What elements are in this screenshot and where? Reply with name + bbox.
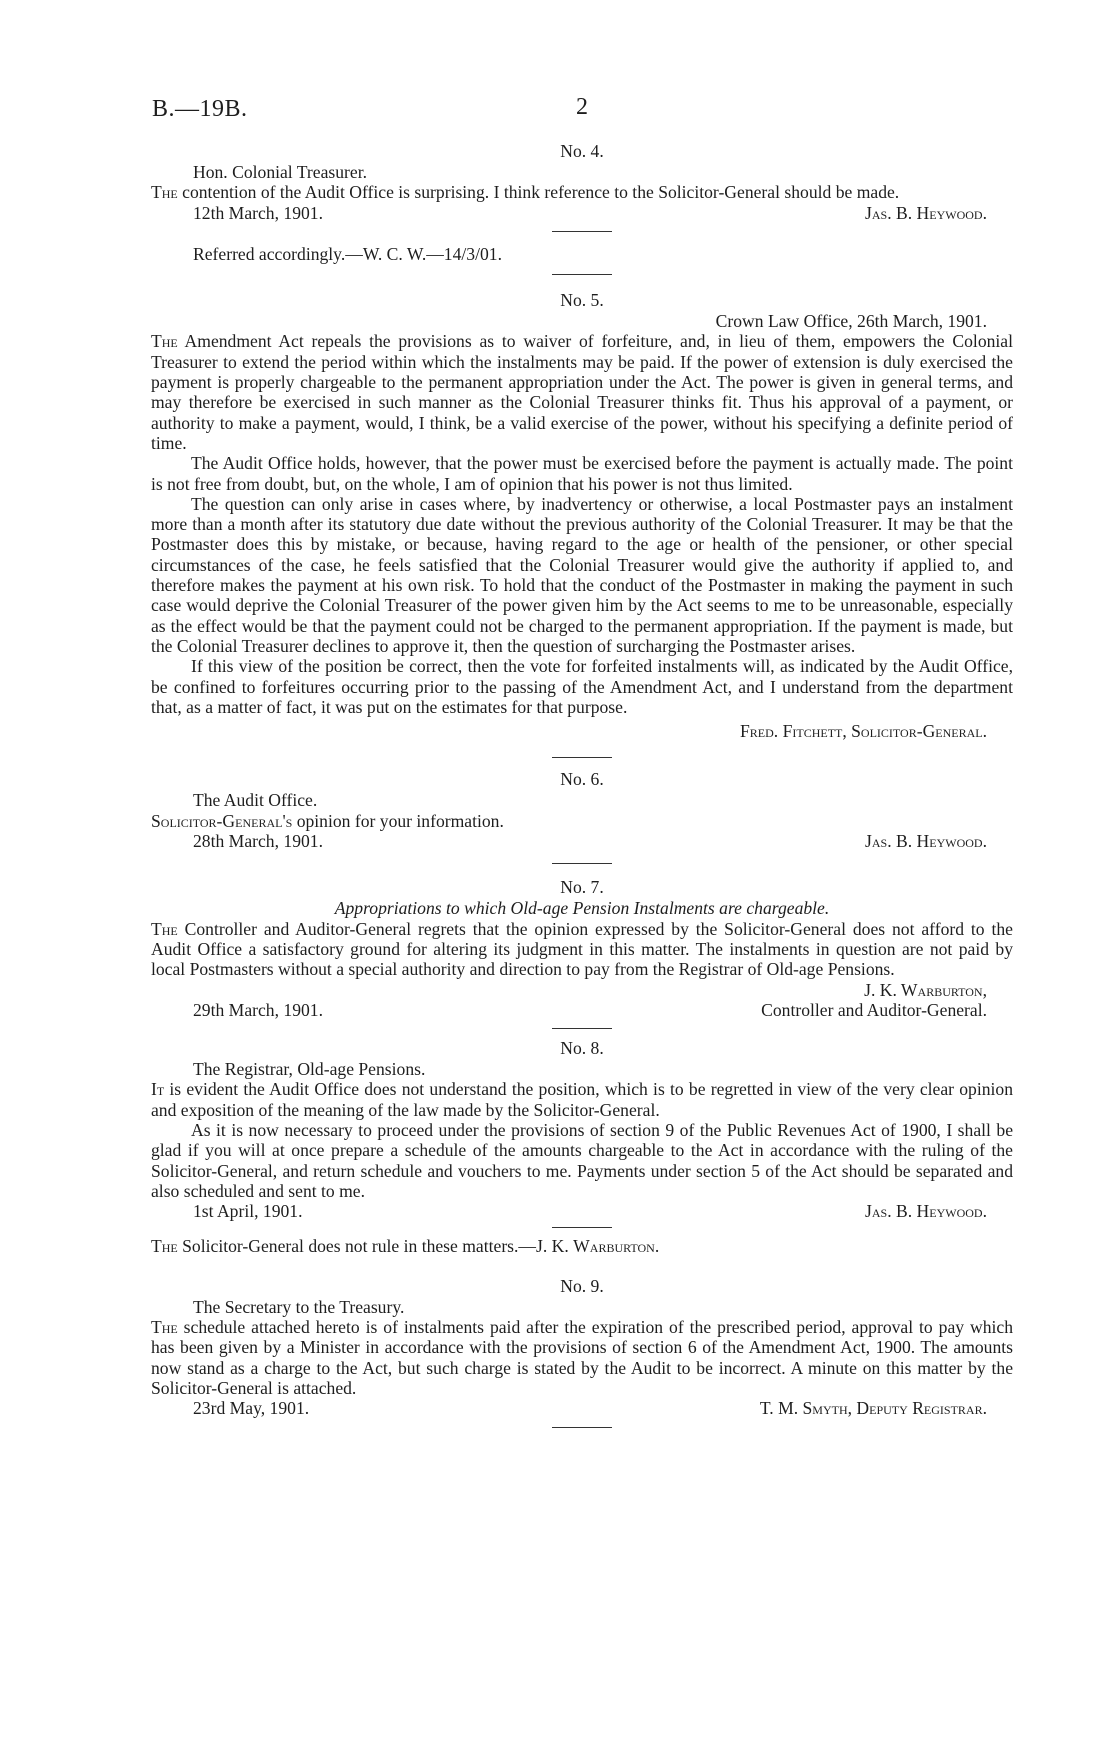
date-signature-row (151, 1398, 1013, 1418)
page-number: 2 (576, 94, 588, 120)
paragraph: If this view of the position be correct, then the vote for forfeited instalments will, as indicated by the Audit Office, be confined to forfeitures occurring prior to the passing of the Amendment Act, and I understand from the department that, as a matter of fact, it was put on the estimates for that purpose. (151, 656, 1013, 717)
date: 28th March, 1901. (193, 831, 323, 852)
note (151, 1236, 1013, 1256)
signature: Fred. Fitchett, Solicitor-General. (740, 721, 987, 742)
lead-word: The (151, 1236, 178, 1257)
lead-word: It (151, 1079, 165, 1100)
date-signature-row (151, 1000, 1013, 1020)
date: 23rd May, 1901. (193, 1398, 310, 1419)
section-number: No. 9. (560, 1275, 604, 1296)
section-number: No. 6. (560, 769, 604, 790)
section-number: No. 8. (560, 1038, 604, 1059)
addressee: The Registrar, Old-age Pensions. (193, 1059, 426, 1080)
paragraph-text: Controller and Auditor-General regrets that the opinion expressed by the Solicitor-General does not afford to the Audit Office a satisfactory ground for altering its judgment in this matter. The instalments in question are not paid by local Postmasters without a special authority and direction to pay from the Registrar of Old-age Pensions. (151, 918, 1013, 980)
lead-word: The (151, 182, 178, 203)
paragraph (151, 182, 1013, 202)
date: 1st April, 1901. (193, 1201, 303, 1222)
date: 29th March, 1901. (193, 999, 323, 1020)
signature: T. M. Smyth, Deputy Registrar. (759, 1398, 987, 1419)
place-date: Crown Law Office, 26th March, 1901. (715, 311, 987, 332)
signature-name: J. K. Warburton, (864, 979, 987, 1000)
addressee: Hon. Colonial Treasurer. (193, 162, 367, 182)
date-signature-row (151, 203, 1013, 223)
section-number: No. 4. (560, 141, 604, 161)
section-number: No. 7. (560, 877, 604, 898)
paragraph-text: is evident the Audit Office does not understand the position, which is to be regretted in view of the very clear opinion and exposition of the meaning of the law made by the Solicitor-General. (151, 1079, 1013, 1120)
paragraph (151, 1317, 1013, 1398)
paragraph (151, 811, 1013, 831)
signature: Jas. B. Heywood. (865, 202, 987, 223)
paragraph (151, 919, 1013, 980)
date-signature-row (151, 1201, 1013, 1221)
lead-word: Solicitor-General's (151, 810, 293, 831)
addressee: The Audit Office. (193, 790, 318, 811)
date: 12th March, 1901. (193, 202, 323, 223)
addressee: The Secretary to the Treasury. (193, 1296, 405, 1317)
paragraph-text: opinion for your information. (292, 810, 504, 831)
paragraph: As it is now necessary to proceed under the provisions of section 9 of the Public Revenues Act of 1900, I shall be glad if you will at once prepare a schedule of the amounts chargeable to the Act in accordance with the ruling of the Solicitor-General, and return schedule and vouchers to me. Payments under section 5 of the Act should be separated and also scheduled and sent to me. (151, 1119, 1013, 1201)
paragraph: The Audit Office holds, however, that the power must be exercised before the payment is actually made. The point is not free from doubt, but, on the whole, I am of opinion that his power is not thus limited. (151, 453, 1013, 494)
signature: Warburton. (573, 1236, 660, 1257)
divider (552, 1427, 612, 1428)
date-signature-row (151, 980, 1013, 1000)
note-text: Solicitor-General does not rule in these matters.—J. K. (177, 1236, 574, 1257)
lead-word: The (151, 331, 178, 352)
lead-word: The (151, 918, 178, 939)
document-body (151, 140, 1013, 1428)
paragraph-text: schedule attached hereto is of instalments paid after the expiration of the prescribed period, approval to pay which has been given by a Minister in accordance with the provisions of section 6 of the Amendment Act, 1900. The amounts now stand as a charge to the Act, but such charge is stated by the Audit to be incorrect. A minute on this matter by the Solicitor-General is attached. (151, 1317, 1013, 1398)
signature: Jas. B. Heywood. (865, 1201, 987, 1222)
paragraph (151, 1079, 1013, 1120)
paragraph: The question can only arise in cases where, by inadvertency or otherwise, a local Postmaster pays an instalment more than a month after its statutory due date without the previous authority of the Colonial Treasurer. It may be that the Postmaster does this by mistake, or because, having regard to the age or health of the pensioner, or other special circumstances of the case, he feels satisfied that the Colonial Treasurer would give the authority if applied to, and therefore makes the payment at his own risk. To hold that the conduct of the Postmaster in making the payment in such case would deprive the Colonial Treasurer of the power given him by the Act seems to me to be unreasonable, especially as the effect would be that the payment could not be charged to the permanent appropriation. If the payment is made, but the Colonial Treasurer declines to approve it, then the question of surcharging the Postmaster arises. (151, 493, 1013, 656)
section-number: No. 5. (560, 290, 604, 311)
section-title: Appropriations to which Old-age Pension Instalments are chargeable. (334, 898, 830, 919)
paragraph-text: contention of the Audit Office is surprising. I think reference to the Solicitor-General should be made. (177, 182, 900, 203)
signature-title: Controller and Auditor-General. (761, 999, 987, 1020)
signature: Jas. B. Heywood. (865, 831, 987, 852)
paper-reference: B.—19B. (152, 96, 248, 122)
referral-note: Referred accordingly.—W. C. W.—14/3/01. (193, 243, 502, 264)
paragraph-text: Amendment Act repeals the provisions as to waiver of forfeiture, and, in lieu of them, empowers the Colonial Treasurer to extend the period within which the instalments may be paid. If the power of extension is duly exercised the payment is properly chargeable to the permanent appropriation under the Act. The power is given in general terms, and may therefore be exercised in such manner as the Colonial Treasurer thinks fit. Thus his approval of a payment, or authority to make a payment, would, I think, be a valid exercise of the power, without his specifying a definite period of time. (151, 331, 1013, 453)
paragraph (151, 331, 1013, 453)
date-signature-row (151, 831, 1013, 851)
lead-word: The (151, 1317, 178, 1338)
